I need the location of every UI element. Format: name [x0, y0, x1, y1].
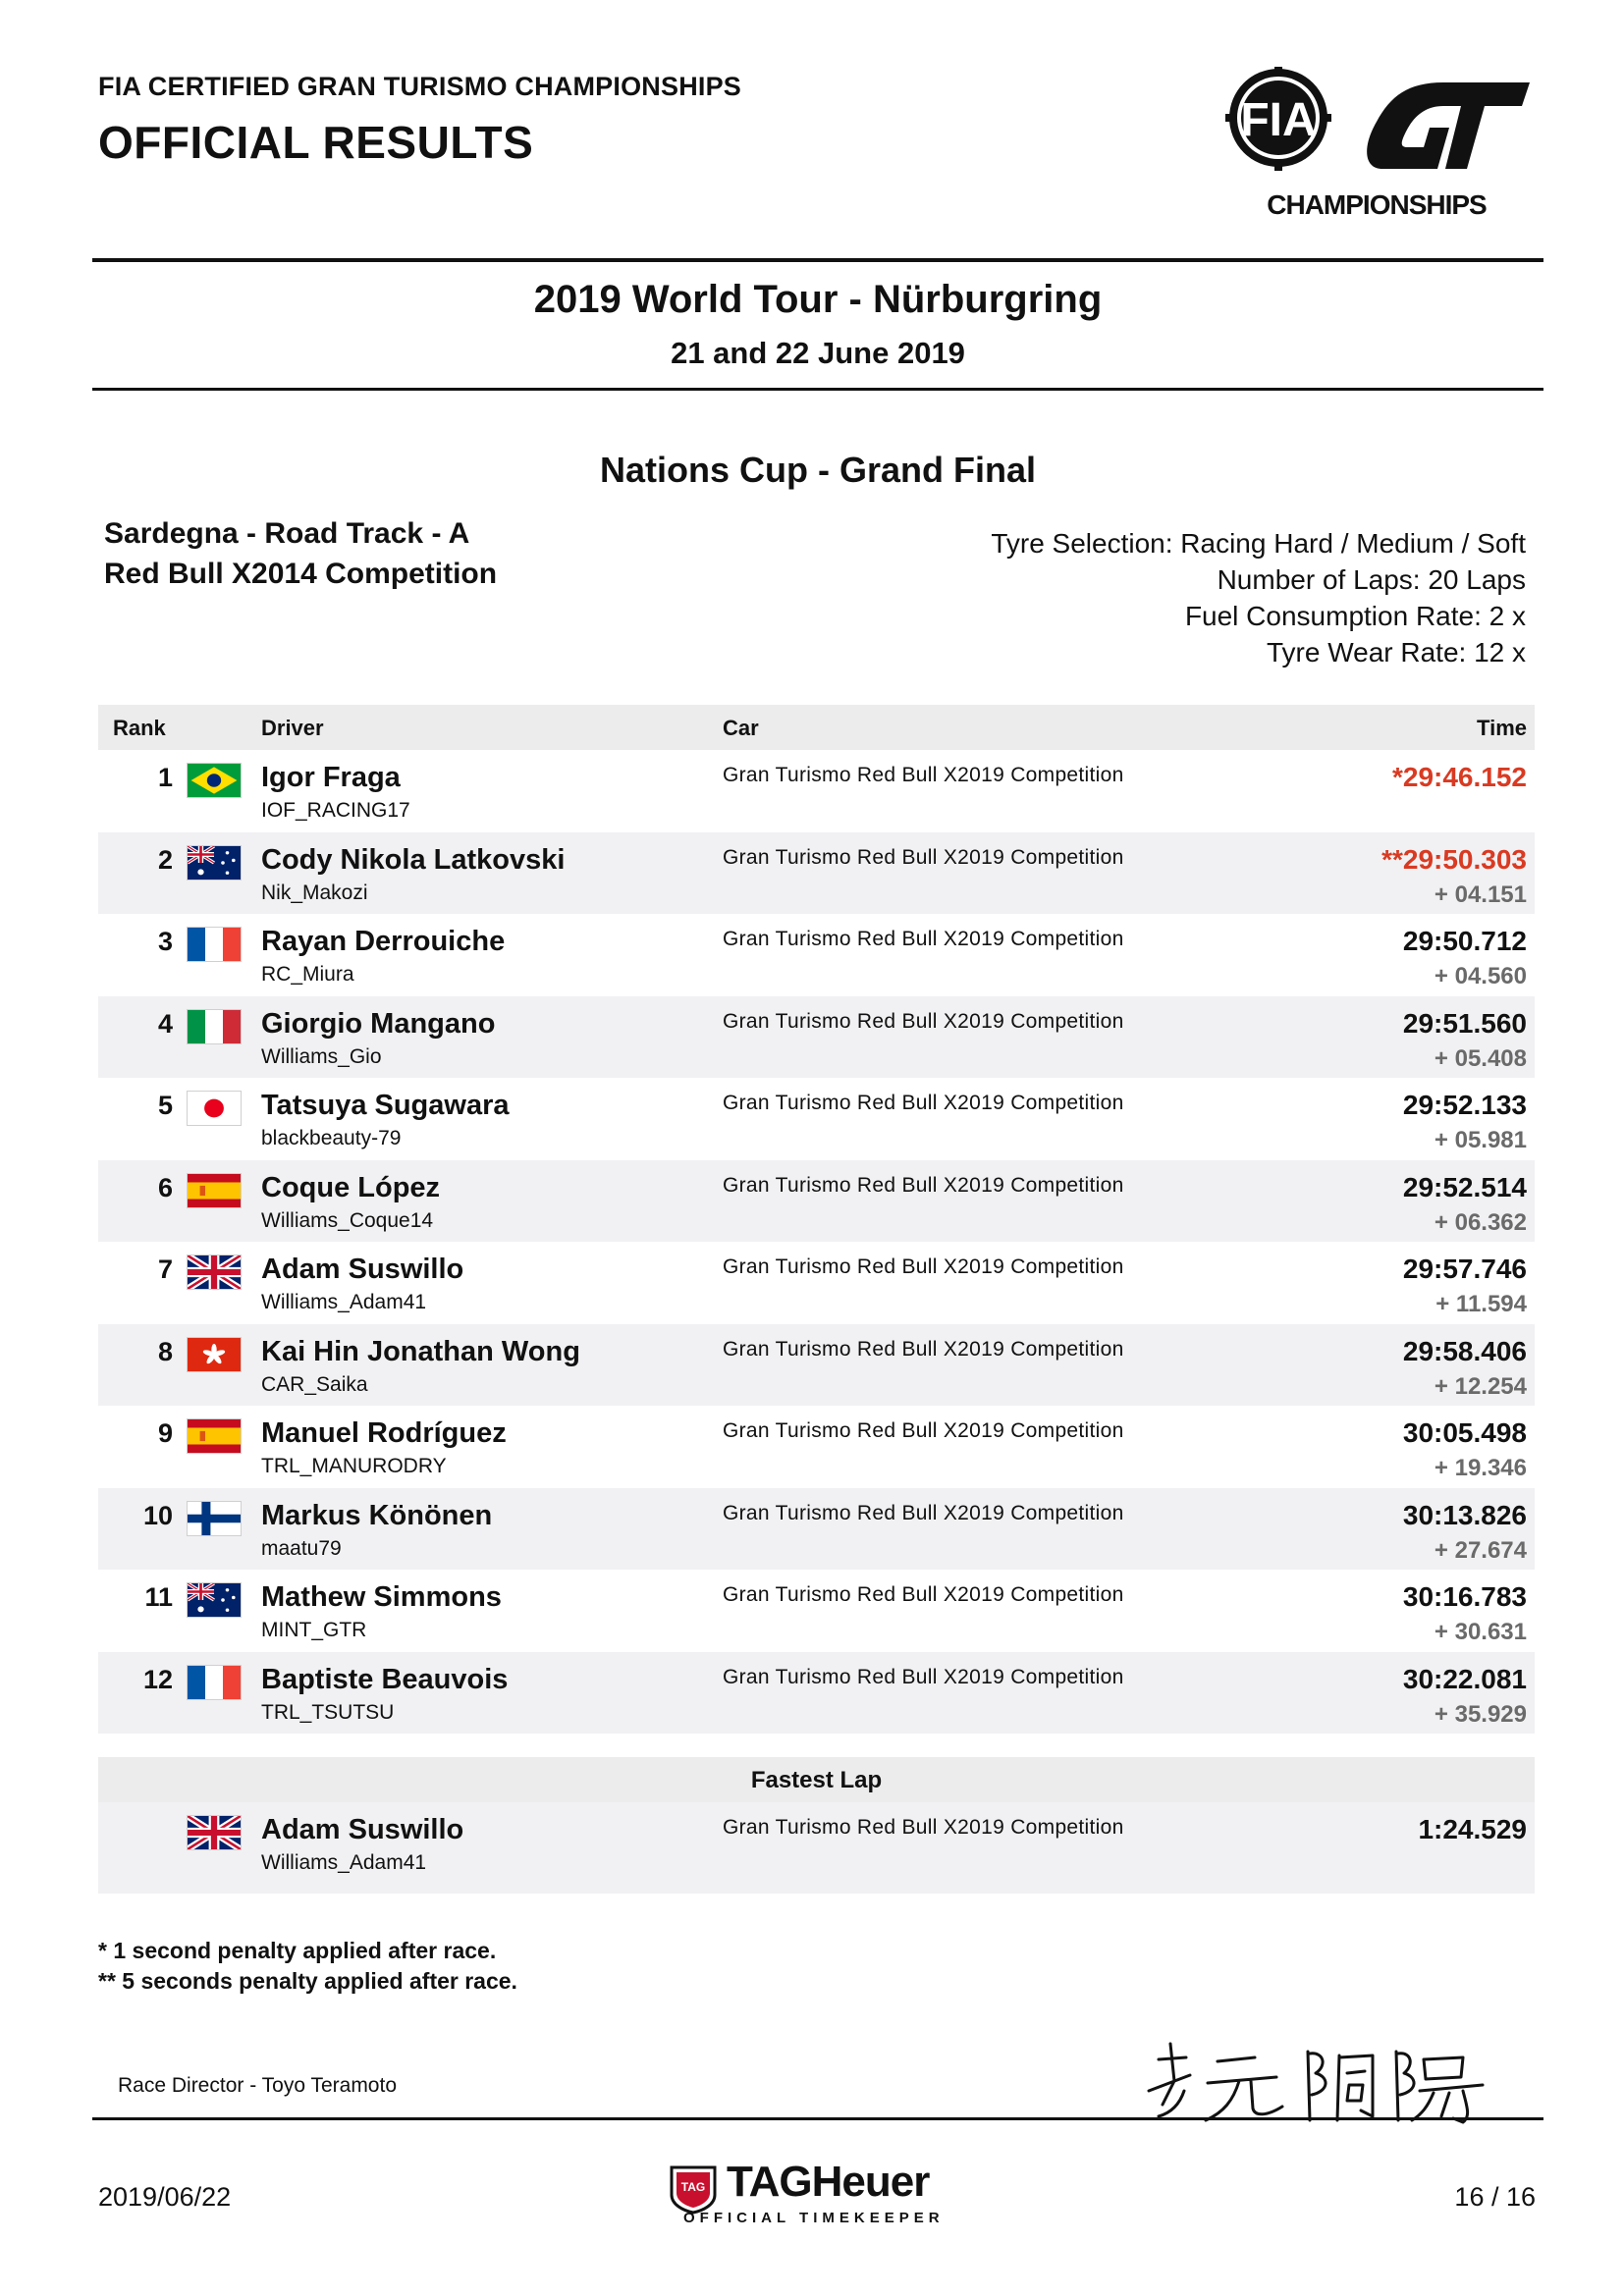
race-time: 29:52.514	[1402, 1171, 1527, 1202]
time-gap: + 19.346	[1434, 1455, 1527, 1481]
sponsor-subtitle: OFFICIAL TIMEKEEPER	[683, 2210, 945, 2226]
tyre-wear-rate: Tyre Wear Rate: 12 x	[1266, 637, 1526, 667]
championship-logos	[1216, 67, 1540, 234]
rank: 11	[144, 1582, 173, 1612]
signature-icon	[1129, 2022, 1522, 2130]
race-title: Nations Cup - Grand Final	[599, 450, 1036, 490]
number-of-laps: Number of Laps: 20 Laps	[1217, 564, 1526, 595]
france-flag-icon	[187, 927, 242, 962]
tyre-selection: Tyre Selection: Racing Hard / Medium / Soft	[991, 528, 1526, 559]
table-row	[98, 1488, 1535, 1571]
signature-text: 寺元陶陽	[1129, 2022, 1133, 2023]
championships-logo-text: CHAMPIONSHIPS	[1267, 189, 1487, 220]
race-specs	[991, 525, 1526, 670]
spain-flag-icon	[187, 1173, 242, 1208]
fia-gt-logo-icon	[1216, 67, 1540, 234]
tag-badge-text: TAG	[680, 2180, 706, 2194]
race-director: Race Director - Toyo Teramoto	[118, 2074, 398, 2097]
driver-name: Kai Hin Jonathan Wong	[261, 1335, 580, 1367]
car-name: Gran Turismo Red Bull X2019 Competition	[723, 1009, 1124, 1033]
driver-tag: Williams_Adam41	[261, 1851, 427, 1874]
car-name: Gran Turismo Red Bull X2019 Competition	[723, 1583, 1124, 1606]
penalty-note: ** 5 seconds penalty applied after race.	[98, 1968, 517, 1994]
time-gap: + 04.151	[1434, 881, 1527, 908]
driver-name: Giorgio Mangano	[261, 1007, 496, 1040]
table-body	[98, 750, 1535, 1734]
driver-name: Cody Nikola Latkovski	[261, 843, 566, 876]
uk-flag-icon	[187, 1255, 242, 1290]
rank: 3	[157, 927, 173, 956]
car-name: Gran Turismo Red Bull X2019 Competition	[723, 1501, 1124, 1524]
time-gap: + 35.929	[1434, 1700, 1527, 1728]
table-row	[98, 996, 1535, 1079]
penalty-note: * 1 second penalty applied after race.	[98, 1938, 497, 1963]
table-row	[98, 750, 1535, 832]
rank: 12	[142, 1664, 173, 1694]
hongkong-flag-icon	[187, 1337, 242, 1372]
rank: 1	[157, 763, 173, 792]
time-gap: + 12.254	[1434, 1372, 1527, 1400]
fastest-lap-heading: Fastest Lap	[750, 1767, 883, 1793]
driver-name: Igor Fraga	[261, 762, 401, 793]
penalty-notes	[98, 1936, 517, 1997]
finland-flag-icon	[187, 1501, 242, 1536]
sponsor-name: TAGHeuer	[727, 2158, 930, 2206]
car-name: Gran Turismo Red Bull X2019 Competition	[723, 764, 1124, 786]
document-date: 2019/06/22	[98, 2182, 232, 2212]
driver-tag: Nik_Makozi	[261, 881, 368, 904]
uk-flag-icon	[187, 1815, 242, 1850]
table-row	[98, 1652, 1535, 1735]
fia-logo-text: FIA	[1240, 94, 1317, 146]
director-signature	[1129, 2022, 1522, 2130]
driver-tag: TRL_MANURODRY	[261, 1455, 447, 1477]
table-row	[98, 1160, 1535, 1243]
driver-name: Adam Suswillo	[261, 1814, 464, 1845]
race-time: 30:22.081	[1402, 1663, 1527, 1694]
table-row	[98, 1242, 1535, 1324]
time-gap: + 06.362	[1434, 1208, 1527, 1236]
driver-tag: RC_Miura	[261, 963, 354, 986]
race-time: 30:05.498	[1402, 1417, 1527, 1448]
driver-name: Mathew Simmons	[261, 1581, 502, 1613]
car-name: Gran Turismo Red Bull X2019 Competition	[723, 928, 1124, 950]
tag-heuer-logo	[666, 2160, 980, 2230]
driver-name: Rayan Derrouiche	[261, 926, 506, 957]
table-row	[98, 1406, 1535, 1488]
car-class: Red Bull X2014 Competition	[104, 558, 498, 590]
car-name: Gran Turismo Red Bull X2019 Competition	[723, 1337, 1124, 1361]
car-name: Gran Turismo Red Bull X2019 Competition	[723, 1816, 1124, 1839]
rank: 9	[157, 1418, 173, 1448]
rank: 4	[157, 1008, 173, 1039]
race-time: 30:13.826	[1402, 1499, 1527, 1530]
car-name: Gran Turismo Red Bull X2019 Competition	[723, 1255, 1124, 1278]
race-time: 29:51.560	[1402, 1007, 1527, 1039]
track-name: Sardegna - Road Track - A	[104, 517, 470, 550]
race-time: 29:50.712	[1402, 926, 1527, 956]
table-row	[98, 914, 1535, 996]
event-title: 2019 World Tour - Nürburgring	[533, 278, 1103, 321]
page-number: 16 / 16	[1454, 2182, 1536, 2212]
driver-tag: Williams_Adam41	[261, 1291, 427, 1313]
driver-name: Markus Könönen	[261, 1499, 493, 1531]
rank: 2	[157, 844, 173, 875]
driver-tag: TRL_TSUTSU	[261, 1700, 395, 1724]
driver-name: Manuel Rodríguez	[261, 1417, 507, 1449]
driver-tag: IOF_RACING17	[261, 799, 410, 822]
divider	[92, 2117, 1543, 2120]
time-gap: + 30.631	[1434, 1619, 1527, 1645]
table-row	[98, 1570, 1535, 1652]
race-time: *29:46.152	[1391, 762, 1527, 792]
driver-tag: Williams_Coque14	[261, 1208, 434, 1232]
car-name: Gran Turismo Red Bull X2019 Competition	[723, 1419, 1124, 1442]
japan-flag-icon	[187, 1091, 242, 1126]
fastest-lap-row	[98, 1802, 1535, 1894]
france-flag-icon	[187, 1665, 242, 1700]
race-time: **29:50.303	[1381, 843, 1527, 875]
track-info	[104, 513, 497, 594]
results-table	[98, 705, 1535, 1734]
rank: 8	[157, 1336, 173, 1366]
driver-tag: CAR_Saika	[261, 1372, 368, 1396]
fuel-rate: Fuel Consumption Rate: 2 x	[1184, 601, 1526, 631]
driver-tag: Williams_Gio	[261, 1044, 382, 1068]
table-row	[98, 1078, 1535, 1160]
driver-name: Coque López	[261, 1171, 441, 1203]
fastest-lap-table	[98, 1757, 1535, 1894]
driver-name: Tatsuya Sugawara	[261, 1090, 510, 1121]
time-gap: + 04.560	[1434, 963, 1527, 989]
col-driver: Driver	[261, 716, 324, 740]
race-time: 30:16.783	[1402, 1581, 1527, 1612]
col-time: Time	[1477, 716, 1527, 740]
time-gap: + 27.674	[1434, 1536, 1527, 1564]
fastest-lap-header	[98, 1757, 1535, 1802]
driver-name: Adam Suswillo	[261, 1254, 464, 1285]
lap-time: 1:24.529	[1418, 1814, 1527, 1844]
table-header	[98, 705, 1535, 750]
rank: 6	[157, 1172, 173, 1202]
car-name: Gran Turismo Red Bull X2019 Competition	[723, 1092, 1124, 1114]
car-name: Gran Turismo Red Bull X2019 Competition	[723, 845, 1124, 869]
time-gap: + 11.594	[1435, 1291, 1527, 1317]
car-name: Gran Turismo Red Bull X2019 Competition	[723, 1173, 1124, 1197]
australia-flag-icon	[187, 845, 242, 881]
divider	[92, 388, 1543, 391]
italy-flag-icon	[187, 1009, 242, 1044]
time-gap: + 05.981	[1434, 1127, 1527, 1153]
document-title: OFFICIAL RESULTS	[98, 117, 534, 168]
table-row	[98, 1324, 1535, 1407]
rank: 5	[157, 1091, 173, 1120]
rank: 7	[157, 1255, 173, 1284]
race-time: 29:52.133	[1402, 1090, 1527, 1120]
spain-flag-icon	[187, 1418, 242, 1454]
col-rank: Rank	[113, 716, 166, 740]
tag-shield-icon	[668, 2165, 719, 2215]
col-car: Car	[723, 716, 759, 740]
time-gap: + 05.408	[1434, 1044, 1527, 1072]
race-time: 29:57.746	[1402, 1254, 1527, 1284]
race-time: 29:58.406	[1402, 1335, 1527, 1366]
driver-tag: blackbeauty-79	[261, 1127, 402, 1149]
rank: 10	[142, 1500, 173, 1530]
australia-flag-icon	[187, 1582, 242, 1618]
driver-name: Baptiste Beauvois	[261, 1663, 509, 1695]
divider	[92, 258, 1543, 262]
driver-tag: maatu79	[261, 1536, 342, 1560]
championship-subtitle: FIA CERTIFIED GRAN TURISMO CHAMPIONSHIPS	[98, 72, 742, 101]
table-row	[98, 832, 1535, 915]
brazil-flag-icon	[187, 763, 242, 798]
driver-tag: MINT_GTR	[261, 1619, 367, 1641]
event-dates: 21 and 22 June 2019	[671, 336, 965, 370]
car-name: Gran Turismo Red Bull X2019 Competition	[723, 1665, 1124, 1688]
